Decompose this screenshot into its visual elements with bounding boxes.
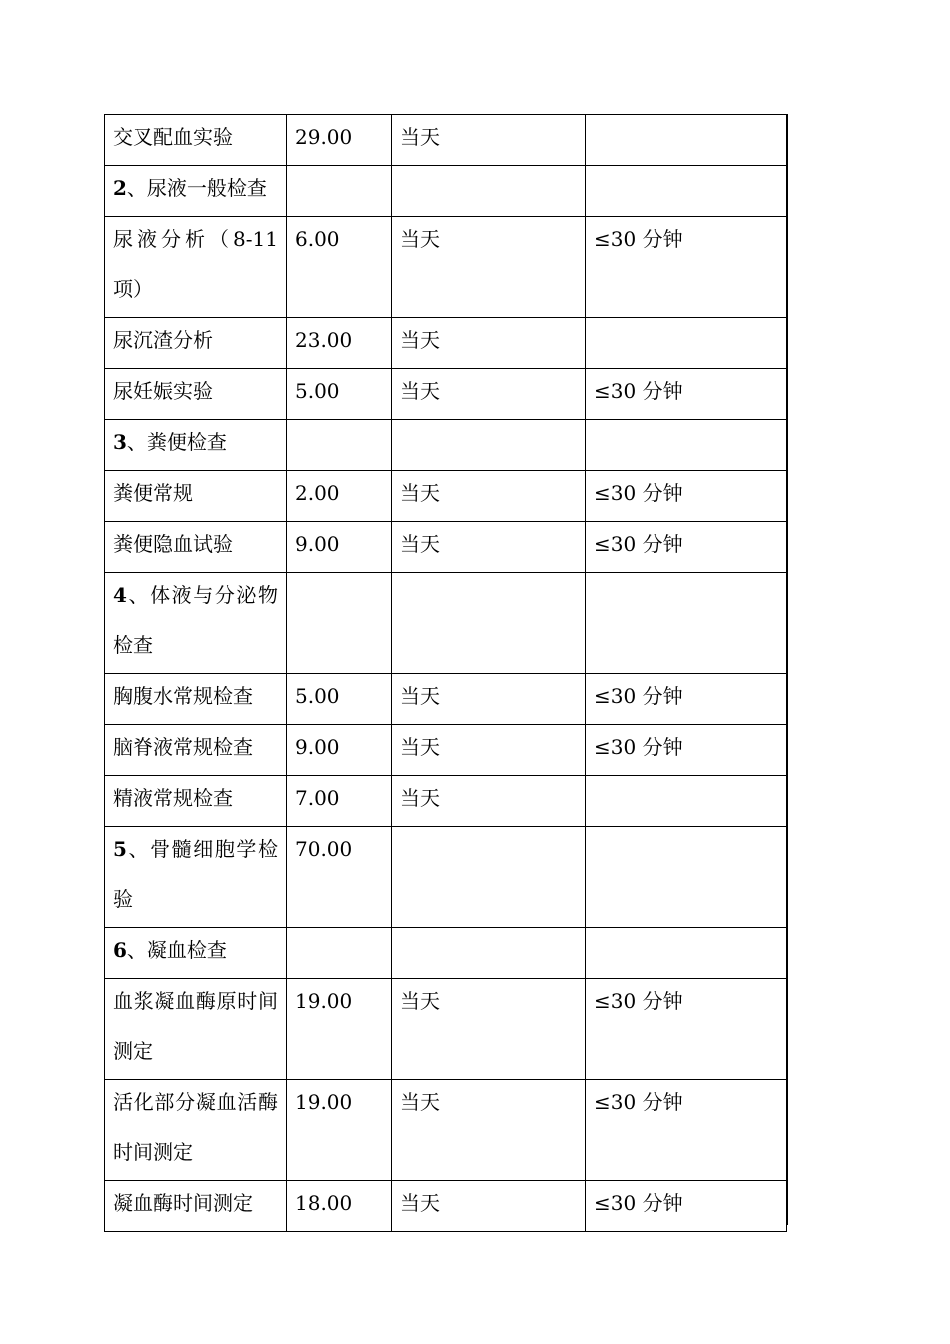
- report-time: 当天: [400, 1191, 440, 1215]
- time-cell: [586, 979, 787, 1080]
- item-price: 29.00: [295, 125, 353, 149]
- section-title: [113, 824, 278, 924]
- price-cell: [287, 318, 392, 369]
- price-cell: [287, 1181, 392, 1232]
- item-price: 70.00: [295, 837, 353, 861]
- time-cell: [586, 217, 787, 318]
- price-cell: [287, 420, 392, 471]
- section-title: [113, 928, 278, 972]
- time-cell: [586, 928, 787, 979]
- price-cell: [287, 115, 392, 166]
- table-row: [105, 674, 787, 725]
- table-right-border: [787, 114, 788, 1225]
- section-number: 3: [113, 430, 127, 454]
- table-row: [105, 725, 787, 776]
- item-cell: [105, 725, 287, 776]
- turnaround-time: ≤30 分钟: [594, 532, 683, 556]
- item-price: 2.00: [295, 481, 340, 505]
- section-title: [113, 420, 278, 464]
- table-row: [105, 776, 787, 827]
- report-cell: [392, 1181, 586, 1232]
- section-row: [105, 420, 787, 471]
- item-cell: [105, 674, 287, 725]
- time-cell: [586, 471, 787, 522]
- section-row: [105, 573, 787, 674]
- report-cell: [392, 217, 586, 318]
- report-time: 当天: [400, 786, 440, 810]
- report-cell: [392, 420, 586, 471]
- item-cell: [105, 166, 287, 217]
- price-cell: [287, 674, 392, 725]
- item-price: 18.00: [295, 1191, 353, 1215]
- report-time: 当天: [400, 125, 440, 149]
- section-number: 5: [113, 837, 127, 861]
- table-row: [105, 217, 787, 318]
- report-cell: [392, 166, 586, 217]
- report-cell: [392, 471, 586, 522]
- price-cell: [287, 166, 392, 217]
- table-row: [105, 1181, 787, 1232]
- section-number: 2: [113, 176, 127, 200]
- price-cell: [287, 217, 392, 318]
- time-cell: [586, 776, 787, 827]
- report-cell: [392, 318, 586, 369]
- time-cell: [586, 318, 787, 369]
- time-cell: [586, 1080, 787, 1181]
- item-cell: [105, 115, 287, 166]
- table-row: [105, 369, 787, 420]
- section-label: 、尿液一般检查: [126, 176, 267, 200]
- item-price: 9.00: [295, 532, 340, 556]
- report-cell: [392, 1080, 586, 1181]
- report-cell: [392, 827, 586, 928]
- price-cell: [287, 1080, 392, 1181]
- report-time: 当天: [400, 735, 440, 759]
- item-cell: [105, 928, 287, 979]
- item-name: 粪便常规: [113, 481, 193, 505]
- report-cell: [392, 522, 586, 573]
- report-time: 当天: [400, 481, 440, 505]
- report-cell: [392, 369, 586, 420]
- item-price: 9.00: [295, 735, 340, 759]
- turnaround-time: ≤30 分钟: [594, 1090, 683, 1114]
- turnaround-time: ≤30 分钟: [594, 989, 683, 1013]
- section-row: [105, 827, 787, 928]
- section-title: [113, 570, 278, 670]
- item-price: 7.00: [295, 786, 340, 810]
- section-label: 、凝血检查: [126, 938, 227, 962]
- section-number: 6: [113, 938, 127, 962]
- item-name: 胸腹水常规检查: [113, 684, 253, 708]
- time-cell: [586, 115, 787, 166]
- item-cell: [105, 1080, 287, 1181]
- item-cell: [105, 979, 287, 1080]
- item-name: 活化部分凝血活酶时间测定: [113, 1090, 278, 1164]
- table-row: [105, 1080, 787, 1181]
- section-row: [105, 928, 787, 979]
- item-price: 6.00: [295, 227, 340, 251]
- item-cell: [105, 573, 287, 674]
- time-cell: [586, 573, 787, 674]
- report-cell: [392, 674, 586, 725]
- item-cell: [105, 369, 287, 420]
- item-name: 脑脊液常规检查: [113, 735, 253, 759]
- time-cell: [586, 725, 787, 776]
- report-time: 当天: [400, 684, 440, 708]
- item-price: 5.00: [295, 379, 340, 403]
- time-cell: [586, 827, 787, 928]
- report-cell: [392, 776, 586, 827]
- item-price: 5.00: [295, 684, 340, 708]
- table-row: [105, 522, 787, 573]
- price-cell: [287, 725, 392, 776]
- item-cell: [105, 217, 287, 318]
- report-time: 当天: [400, 532, 440, 556]
- table-row: [105, 979, 787, 1080]
- item-name: 血浆凝血酶原时间测定: [113, 989, 278, 1063]
- item-name: 凝血酶时间测定: [113, 1191, 253, 1215]
- turnaround-time: ≤30 分钟: [594, 481, 683, 505]
- item-name: 交叉配血实验: [113, 125, 233, 149]
- section-title: [113, 166, 278, 210]
- turnaround-time: ≤30 分钟: [594, 227, 683, 251]
- fee-table: [104, 114, 787, 1232]
- item-price: 23.00: [295, 328, 353, 352]
- report-time: 当天: [400, 227, 440, 251]
- item-cell: [105, 776, 287, 827]
- item-name: 尿液分析（8-11项）: [113, 227, 278, 301]
- item-cell: [105, 1181, 287, 1232]
- report-cell: [392, 115, 586, 166]
- price-cell: [287, 573, 392, 674]
- price-cell: [287, 979, 392, 1080]
- item-cell: [105, 471, 287, 522]
- time-cell: [586, 674, 787, 725]
- price-cell: [287, 369, 392, 420]
- price-cell: [287, 827, 392, 928]
- time-cell: [586, 1181, 787, 1232]
- item-cell: [105, 420, 287, 471]
- table-row: [105, 115, 787, 166]
- turnaround-time: ≤30 分钟: [594, 379, 683, 403]
- item-name: 精液常规检查: [113, 786, 233, 810]
- price-cell: [287, 522, 392, 573]
- section-label: 、体液与分泌物检查: [113, 583, 278, 657]
- item-price: 19.00: [295, 1090, 353, 1114]
- turnaround-time: ≤30 分钟: [594, 684, 683, 708]
- section-label: 、粪便检查: [126, 430, 227, 454]
- item-name: 尿妊娠实验: [113, 379, 213, 403]
- section-number: 4: [113, 583, 127, 607]
- time-cell: [586, 420, 787, 471]
- item-cell: [105, 827, 287, 928]
- report-time: 当天: [400, 379, 440, 403]
- section-label: 、骨髓细胞学检验: [113, 837, 278, 911]
- price-cell: [287, 776, 392, 827]
- item-cell: [105, 522, 287, 573]
- section-row: [105, 166, 787, 217]
- turnaround-time: ≤30 分钟: [594, 1191, 683, 1215]
- report-time: 当天: [400, 989, 440, 1013]
- report-cell: [392, 979, 586, 1080]
- report-time: 当天: [400, 328, 440, 352]
- item-cell: [105, 318, 287, 369]
- turnaround-time: ≤30 分钟: [594, 735, 683, 759]
- report-cell: [392, 573, 586, 674]
- time-cell: [586, 166, 787, 217]
- item-name: 粪便隐血试验: [113, 532, 233, 556]
- price-cell: [287, 928, 392, 979]
- item-name: 尿沉渣分析: [113, 328, 213, 352]
- report-cell: [392, 725, 586, 776]
- report-cell: [392, 928, 586, 979]
- price-cell: [287, 471, 392, 522]
- time-cell: [586, 369, 787, 420]
- time-cell: [586, 522, 787, 573]
- report-time: 当天: [400, 1090, 440, 1114]
- table-row: [105, 471, 787, 522]
- item-price: 19.00: [295, 989, 353, 1013]
- table-row: [105, 318, 787, 369]
